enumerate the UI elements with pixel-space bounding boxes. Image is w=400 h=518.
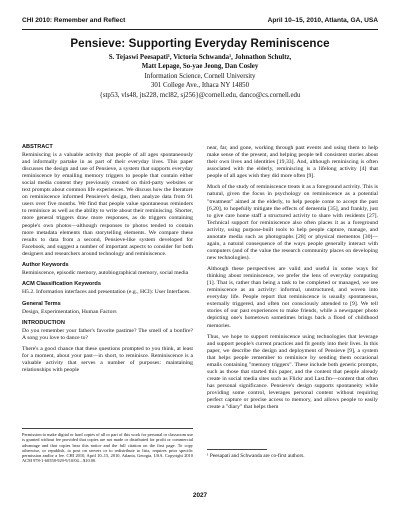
address: 301 College Ave., Ithaca NY 14850 bbox=[150, 82, 250, 90]
acm-text: H5.2. Information interfaces and presentation (e.g., HCI): User Interfaces. bbox=[22, 289, 191, 296]
body-paragraph-2: Much of the study of reminiscence treats it as a foreground activity. This is natural, given the focus in psychology on reminiscence as a potential "treatment" aimed at the elderly, to help people come to accept the past [6,20], to hopefully mitigate the effects of dementia [35], and frankly, just to give care home staff a structured activity to share with residents [27]. Technical support for reminiscence also often places it as a foreground activity, using purpose-built tools to help people capture, manage, and annotate media such as photographs [28] or physical mementos [30]—again, a natural consequence of the ways people generally interact with computers (and of the value the research community places on developing new technologies). bbox=[207, 184, 378, 261]
header-date: April 10–15, 2010, Atlanta, GA, USA bbox=[267, 17, 378, 24]
author-names-line1: S. Tejaswi Peesapati¹, Victoria Schwanda¹, Johnathon Schultz, bbox=[108, 54, 292, 61]
paper-title: Pensieve: Supporting Everyday Reminiscence bbox=[70, 37, 330, 50]
header-conference: CHI 2010: Remember and Reflect bbox=[22, 17, 126, 24]
body-paragraph-3: Although these perspectives are valid and useful in some ways for thinking about reminiscence, we prefer the lens of everyday computing [1]. That is, rather than being a task to be completed or managed, we see reminiscence as an activity: informal, unstructured, and woven into everyday life. People report that reminiscence is usually spontaneous, externally triggered, and often not consciously attended to [9]. We tell stories of our past experiences to make friends, while a newspaper photo depicting one's hometown sometimes brings back a flood of childhood memories. bbox=[207, 266, 378, 329]
keywords-text: Reminiscence, episodic memory, autobiographical memory, social media bbox=[22, 269, 189, 276]
acm-heading: ACM Classification Keywords bbox=[22, 281, 101, 288]
left-column bbox=[22, 144, 193, 374]
keywords-heading: Author Keywords bbox=[22, 261, 69, 268]
introduction-heading: INTRODUCTION bbox=[22, 319, 65, 326]
copyright-notice: Permission to make digital or hard copies of all or part of this work for personal or classroom use is granted without fee provided that copies are not made or distributed for profit or commercial advantage and that copies bear this notice and the full citation on the first page. To copy otherwise, or republish, to post on servers or to redistribute to lists, requires prior specific permission and/or a fee. CHI 2010, April 10–15, 2010, Atlanta, Georgia, USA. Copyright 2010 ACM 978-1-60558-929-9/10/04....$10.00. bbox=[22, 428, 193, 464]
author-block bbox=[0, 53, 400, 100]
terms-heading: General Terms bbox=[22, 300, 61, 307]
page-number: 2027 bbox=[192, 492, 208, 499]
abstract-heading: ABSTRACT bbox=[22, 144, 53, 150]
running-header bbox=[22, 17, 378, 29]
abstract-text: Reminiscing is a valuable activity that people of all ages spontaneously and informally partake in as part of their everyday lives. This paper discusses the design and use of Pensieve, a system that supports everyday reminiscence by emailing memory triggers to people that contain either social media content they previously created on third-party websites or text prompts about common life experiences. We discuss how the literature on reminiscence informed Pensieve's design, then analyze data from 91 users over five months. We find that people value spontaneous reminders to reminisce as well as the ability to write about their reminiscing. Shorter, more general triggers draw more responses, as do triggers containing people's own photos—although responses to photos tended to contain more metadata elements than storytelling elements. We compare these results to data from a second, Pensieve-like system developed for Facebook, and suggest a number of important aspects to consider for both designers and researchers around technology and reminiscence. bbox=[22, 152, 193, 257]
affiliation: Information Science, Cornell University bbox=[144, 72, 256, 80]
author-names-line2: Matt Lepage, So-yae Jeong, Dan Cosley bbox=[141, 63, 259, 71]
body-paragraph-4: Thus, we hope to support reminiscence using technologies that leverage and support people's current practices and fit gently into their lives. In this paper, we describe the design and deployment of Pensieve [9], a system that helps people remember to reminisce by sending them occasional emails containing "memory triggers". These include both generic prompts, such as those that started this paper, and the content that people already create in social media sites such as Flickr and Last.fm—content that often has personal significance. Pensieve's design supports spontaneity while providing some control, leverages personal content without requiring perfect capture or precise access to memory, and allows people to easily create a "diary" that helps them bbox=[207, 333, 378, 411]
footnote-rule bbox=[207, 449, 267, 450]
intro-paragraph-1: Do you remember your father's favorite pastime? The smell of a bonfire? A song you love to dance to? bbox=[22, 327, 193, 341]
header-rule bbox=[22, 29, 378, 30]
footnote: ¹ Peesapati and Schwanda are co-first authors. bbox=[207, 453, 305, 459]
emails: {stp53, vls48, jts228, mcl82, sj256}@cornell.edu, danco@cs.cornell.edu bbox=[99, 91, 301, 99]
body-paragraph-1: near, far, and gone, working through past events and using them to help make sense of the present, and helping people tell consistent stories about their own lives and identities [19,33]. And, although reminiscing is often associated with the elderly, reminiscing is a lifelong activity [4] that people of all ages wish they did more often [9]. bbox=[207, 145, 378, 180]
terms-text: Design, Experimentation, Human Factors bbox=[22, 308, 117, 315]
right-column bbox=[207, 145, 378, 411]
intro-paragraph-2: There's a good chance that these questions prompted to you think, at least for a moment, about your past—in short, to reminisce. Reminiscence is a valuable activity that serves a number of purposes: maintaining relationships with people bbox=[22, 346, 193, 374]
